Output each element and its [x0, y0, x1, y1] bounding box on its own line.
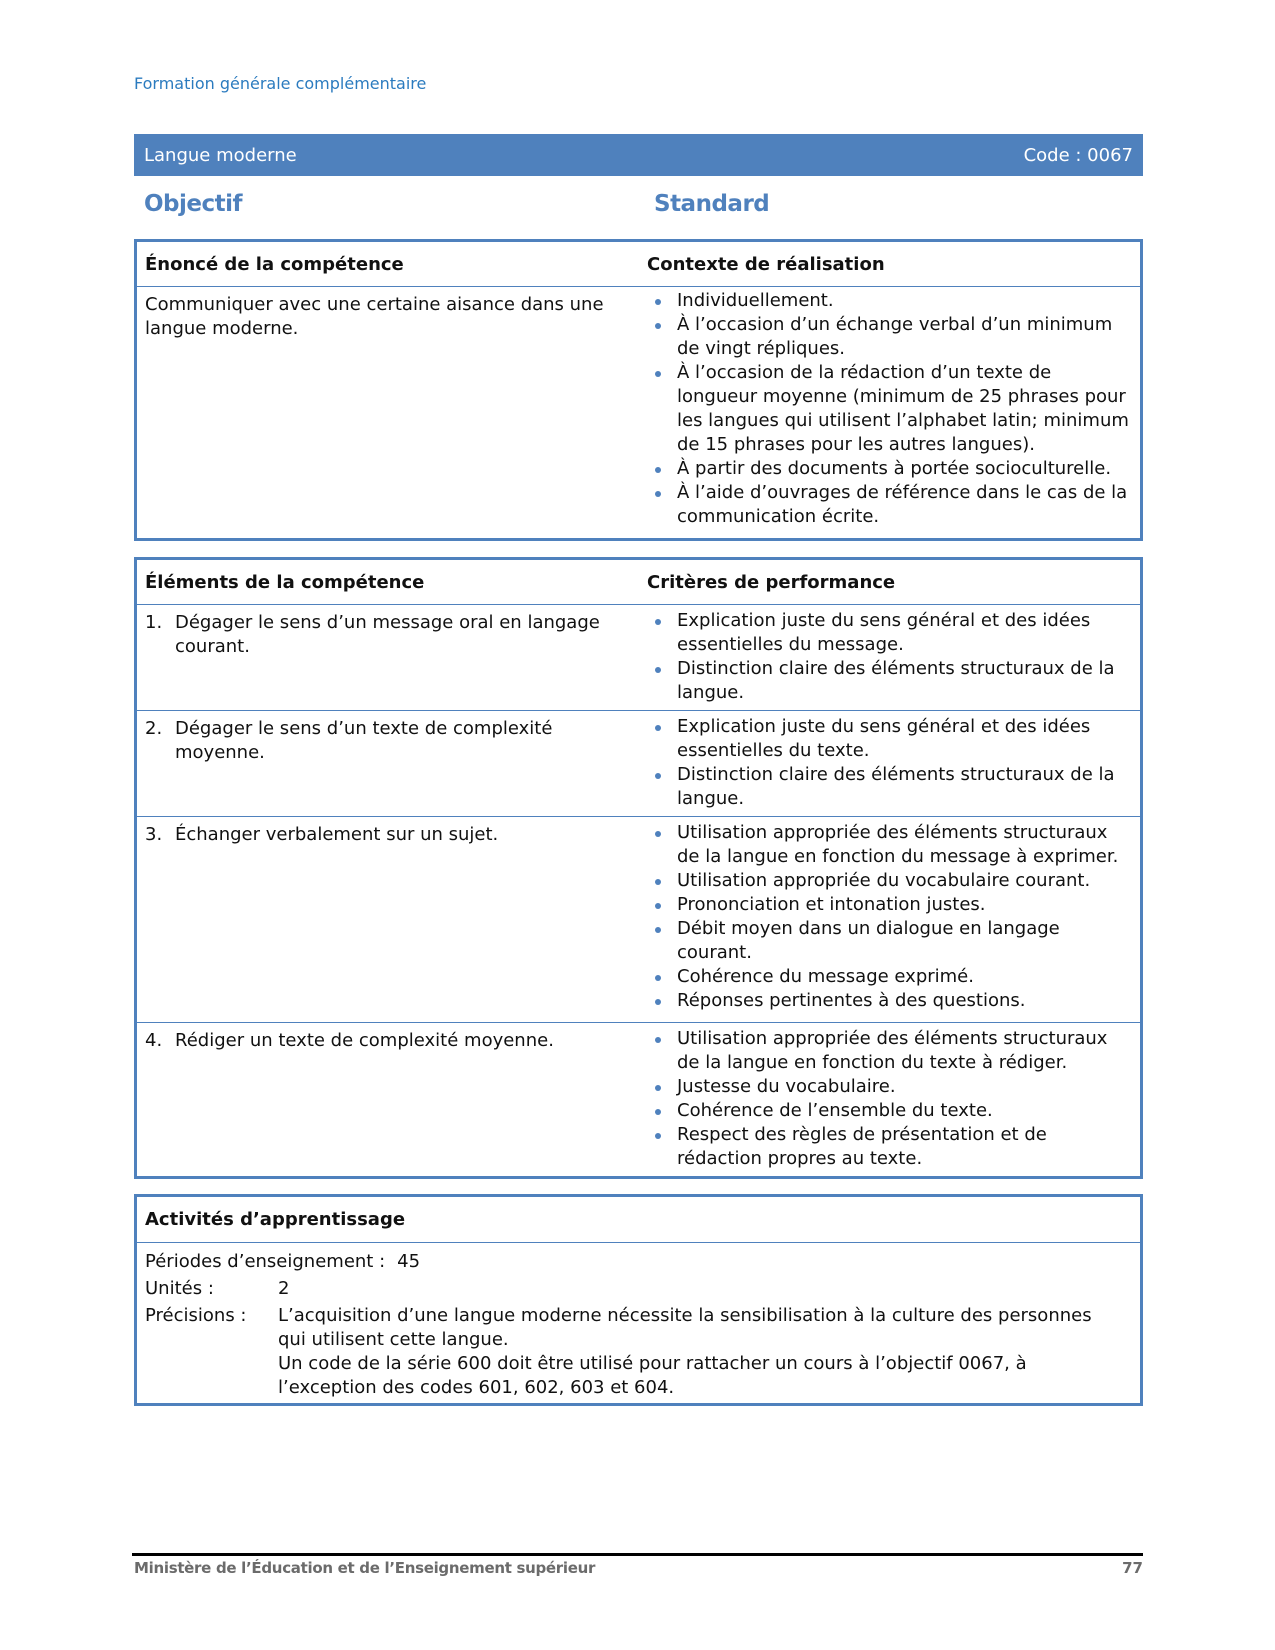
- element-text: Rédiger un texte de complexité moyenne.: [175, 1030, 554, 1051]
- context-header: Contexte de réalisation: [647, 253, 885, 275]
- element-text: Dégager le sens d’un texte de complexité moyenne.: [175, 718, 553, 763]
- elements-table-header: [137, 560, 1140, 605]
- standard-heading: Standard: [654, 191, 770, 217]
- list-item: À l’occasion d’un échange verbal d’un minimum de vingt répliques.: [647, 313, 1132, 361]
- element-number: 4.: [145, 1030, 163, 1051]
- element-cell: [137, 817, 637, 1022]
- elements-header: Éléments de la compétence: [145, 571, 425, 593]
- criteria-cell: [637, 1023, 1140, 1178]
- list-item: Utilisation appropriée du vocabulaire courant.: [647, 869, 1132, 893]
- criteria-list: [647, 1027, 1140, 1171]
- running-header: Formation générale complémentaire: [134, 74, 427, 93]
- element-text: Échanger verbalement sur un sujet.: [175, 824, 499, 845]
- criteria-cell: [637, 711, 1140, 816]
- details-label: Précisions :: [145, 1305, 247, 1326]
- list-item: Réponses pertinentes à des questions.: [647, 989, 1132, 1013]
- periods-value: 45: [397, 1251, 421, 1272]
- list-item: Distinction claire des éléments structuraux de la langue.: [647, 763, 1132, 811]
- details-paragraph-2: Un code de la série 600 doit être utilisé pour rattacher un cours à l’objectif 0067, à l’exception des codes 601, 602, 603 et 604.: [278, 1353, 1027, 1398]
- criteria-header: Critères de performance: [647, 571, 896, 593]
- list-item: Cohérence de l’ensemble du texte.: [647, 1099, 1132, 1123]
- list-item: Distinction claire des éléments structuraux de la langue.: [647, 657, 1132, 705]
- course-code: Code : 0067: [1023, 144, 1133, 166]
- competence-table: [134, 239, 1143, 541]
- criteria-list: [647, 609, 1140, 705]
- table-row: [137, 605, 1140, 711]
- list-item: Explication juste du sens général et des idées essentielles du texte.: [647, 715, 1132, 763]
- list-item: Individuellement.: [647, 289, 1132, 313]
- table-row: [137, 1023, 1140, 1178]
- list-item: Respect des règles de présentation et de rédaction propres au texte.: [647, 1123, 1132, 1171]
- statement-header: Énoncé de la compétence: [145, 253, 404, 275]
- element-number: 3.: [145, 824, 163, 845]
- footer-publisher: Ministère de l’Éducation et de l’Enseignement supérieur: [134, 1559, 596, 1577]
- context-list-cell: [637, 287, 1140, 529]
- table-row: [137, 711, 1140, 817]
- competence-table-header: [137, 242, 1140, 287]
- context-list: [647, 289, 1140, 529]
- criteria-list: [647, 821, 1140, 1013]
- element-cell: [137, 711, 637, 816]
- competence-row: [137, 287, 1140, 529]
- activities-header: Activités d’apprentissage: [145, 1209, 406, 1230]
- list-item: À l’occasion de la rédaction d’un texte de longueur moyenne (minimum de 25 phrases pour les langues qui utilisent l’alphabet latin; minimum de 15 phrases pour les autres langues).: [647, 361, 1132, 457]
- criteria-cell: [637, 817, 1140, 1022]
- element-number: 2.: [145, 718, 163, 739]
- list-item: Utilisation appropriée des éléments structuraux de la langue en fonction du message à exprimer.: [647, 821, 1132, 869]
- units-line: [145, 1277, 1132, 1301]
- criteria-list: [647, 715, 1140, 811]
- list-item: Prononciation et intonation justes.: [647, 893, 1132, 917]
- element-text: Dégager le sens d’un message oral en langage courant.: [175, 612, 600, 657]
- table-row: [137, 817, 1140, 1023]
- criteria-cell: [637, 605, 1140, 710]
- list-item: À partir des documents à portée socioculturelle.: [647, 457, 1132, 481]
- activities-body: [137, 1243, 1140, 1408]
- activities-header-row: [137, 1197, 1140, 1243]
- objectif-heading: Objectif: [144, 191, 243, 217]
- list-item: Explication juste du sens général et des idées essentielles du message.: [647, 609, 1132, 657]
- footer-divider: [132, 1553, 1143, 1556]
- list-item: Débit moyen dans un dialogue en langage courant.: [647, 917, 1132, 965]
- periods-line: [145, 1250, 1132, 1274]
- units-value: 2: [278, 1278, 290, 1299]
- element-cell: [137, 1023, 637, 1178]
- units-label: Unités :: [145, 1278, 214, 1299]
- details-paragraph-1: L’acquisition d’une langue moderne nécessite la sensibilisation à la culture des personnes qui utilisent cette langue.: [278, 1305, 1092, 1350]
- periods-label: Périodes d’enseignement :: [145, 1251, 386, 1272]
- activities-table: [134, 1194, 1143, 1406]
- list-item: Utilisation appropriée des éléments structuraux de la langue en fonction du texte à rédiger.: [647, 1027, 1132, 1075]
- course-title-bar: [134, 134, 1143, 176]
- list-item: Justesse du vocabulaire.: [647, 1075, 1132, 1099]
- list-item: À l’aide d’ouvrages de référence dans le cas de la communication écrite.: [647, 481, 1132, 529]
- elements-table: [134, 557, 1143, 1179]
- element-cell: [137, 605, 637, 710]
- competence-statement: Communiquer avec une certaine aisance dans une langue moderne.: [145, 294, 604, 339]
- course-title: Langue moderne: [144, 144, 297, 166]
- page-number: 77: [1122, 1559, 1143, 1577]
- list-item: Cohérence du message exprimé.: [647, 965, 1132, 989]
- element-number: 1.: [145, 612, 163, 633]
- details-line: [145, 1304, 1132, 1400]
